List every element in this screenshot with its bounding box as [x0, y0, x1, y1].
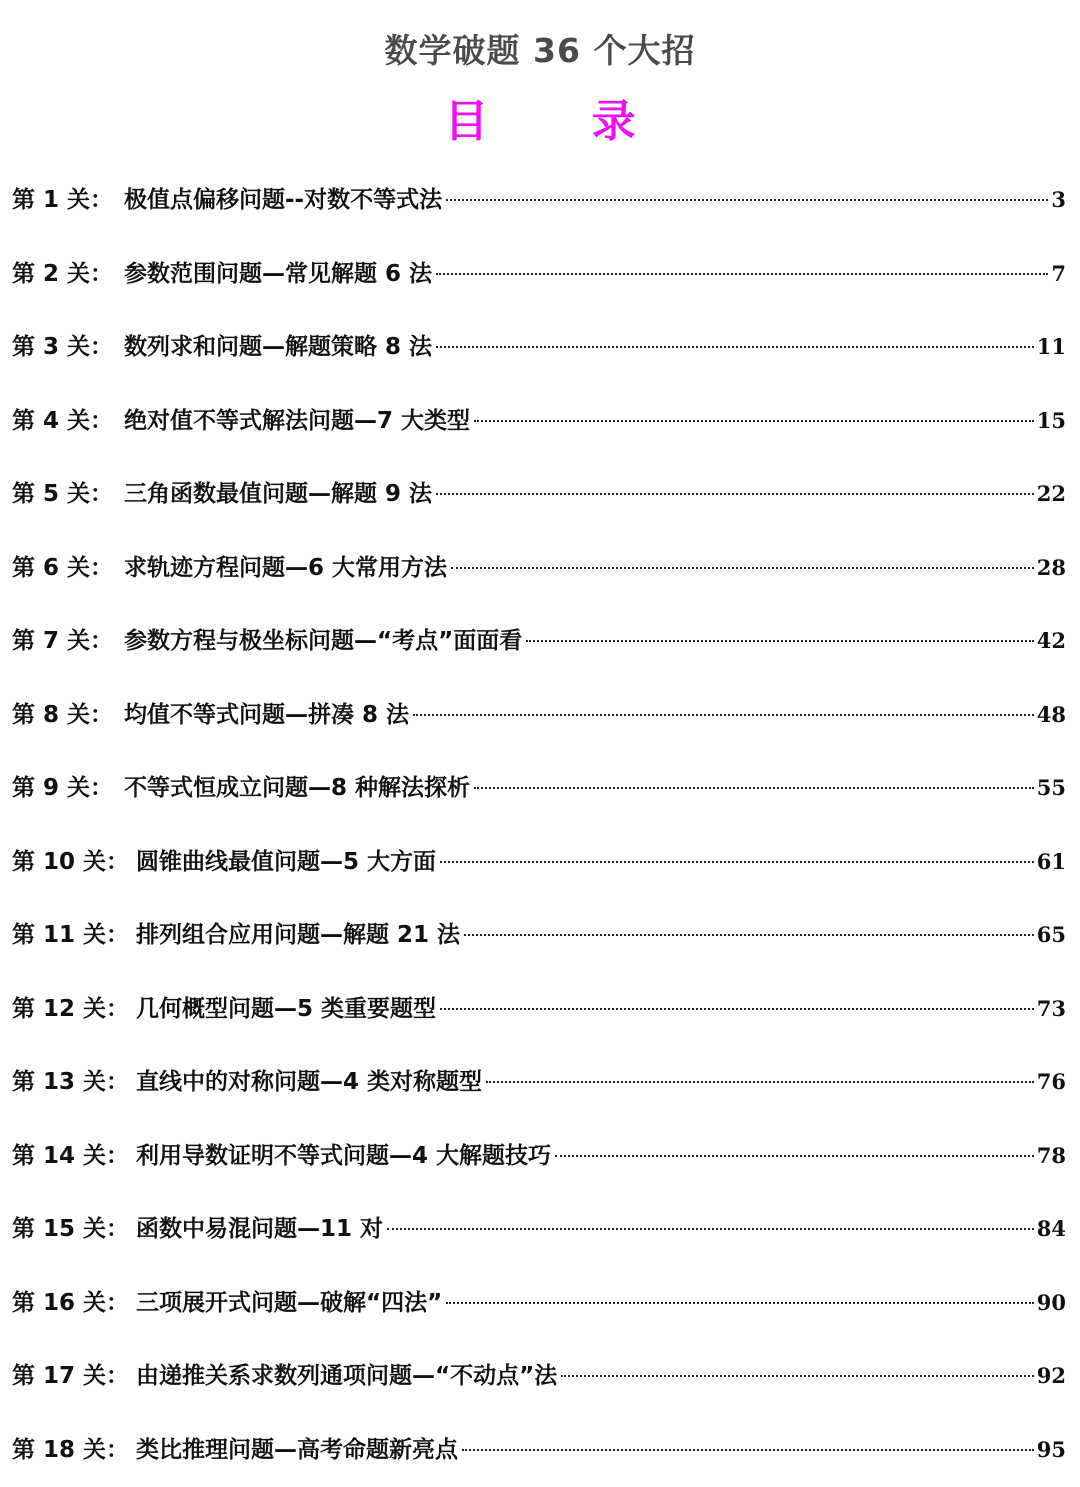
- toc-entry-title[interactable]: 排列组合应用问题—解题 21 法: [136, 899, 460, 973]
- dot-leader: [555, 1155, 1034, 1157]
- toc-entry-label: 第 10 关：: [12, 826, 136, 900]
- toc-entry-label: 第 5 关：: [12, 458, 124, 532]
- dot-leader: [436, 493, 1034, 495]
- toc-entry-label: 第 16 关：: [12, 1267, 136, 1341]
- dot-leader: [436, 273, 1048, 275]
- toc-entry-title[interactable]: 绝对值不等式解法问题—7 大类型: [124, 385, 470, 459]
- toc-entry-title[interactable]: 求轨迹方程问题—6 大常用方法: [124, 532, 447, 606]
- table-of-contents: [12, 163, 1066, 1486]
- toc-entry-8[interactable]: [12, 678, 1066, 752]
- toc-entry-title[interactable]: 参数范围问题—常见解题 6 法: [124, 238, 432, 312]
- toc-entry-page[interactable]: 76: [1037, 1045, 1066, 1119]
- toc-entry-title[interactable]: 由递推关系求数列通项问题—“不动点”法: [136, 1340, 557, 1414]
- dot-leader: [464, 934, 1034, 936]
- toc-entry-title[interactable]: 函数中易混问题—11 对: [136, 1193, 383, 1267]
- toc-entry-1[interactable]: [12, 163, 1066, 237]
- toc-entry-title[interactable]: 类比推理问题—高考命题新亮点: [136, 1414, 458, 1487]
- toc-entry-13[interactable]: [12, 1045, 1066, 1119]
- toc-entry-title[interactable]: 几何概型问题—5 类重要题型: [136, 973, 436, 1047]
- dot-leader: [561, 1375, 1034, 1377]
- toc-entry-title[interactable]: 圆锥曲线最值问题—5 大方面: [136, 826, 436, 900]
- dot-leader: [446, 1302, 1034, 1304]
- toc-entry-page[interactable]: 90: [1037, 1266, 1066, 1340]
- toc-entry-label: 第 6 关：: [12, 532, 124, 606]
- toc-entry-page[interactable]: 48: [1037, 678, 1066, 752]
- toc-entry-label: 第 4 关：: [12, 385, 124, 459]
- toc-entry-title[interactable]: 三角函数最值问题—解题 9 法: [124, 458, 432, 532]
- toc-entry-title[interactable]: 参数方程与极坐标问题—“考点”面面看: [124, 605, 522, 679]
- dot-leader: [474, 420, 1034, 422]
- toc-entry-9[interactable]: [12, 751, 1066, 825]
- toc-entry-page[interactable]: 22: [1037, 457, 1066, 531]
- toc-entry-title[interactable]: 数列求和问题—解题策略 8 法: [124, 311, 432, 385]
- toc-entry-label: 第 13 关：: [12, 1046, 136, 1120]
- dot-leader: [446, 199, 1048, 201]
- toc-entry-title[interactable]: 利用导数证明不等式问题—4 大解题技巧: [136, 1120, 551, 1194]
- toc-entry-page[interactable]: 11: [1037, 310, 1066, 384]
- toc-entry-page[interactable]: 92: [1037, 1339, 1066, 1413]
- toc-entry-title[interactable]: 不等式恒成立问题—8 种解法探析: [124, 752, 470, 826]
- toc-entry-17[interactable]: [12, 1339, 1066, 1413]
- toc-entry-page[interactable]: 73: [1037, 972, 1066, 1046]
- toc-entry-page[interactable]: 42: [1037, 604, 1066, 678]
- toc-entry-label: 第 7 关：: [12, 605, 124, 679]
- toc-entry-5[interactable]: [12, 457, 1066, 531]
- dot-leader: [486, 1081, 1034, 1083]
- toc-entry-11[interactable]: [12, 898, 1066, 972]
- page-title: 数学破题 36 个大招: [0, 28, 1080, 74]
- dot-leader: [462, 1449, 1034, 1451]
- toc-entry-label: 第 18 关：: [12, 1414, 136, 1487]
- toc-entry-page[interactable]: 61: [1037, 825, 1066, 899]
- toc-entry-2[interactable]: [12, 237, 1066, 311]
- toc-entry-7[interactable]: [12, 604, 1066, 678]
- toc-entry-title[interactable]: 均值不等式问题—拼凑 8 法: [124, 679, 409, 753]
- toc-entry-page[interactable]: 84: [1037, 1192, 1066, 1266]
- dot-leader: [526, 640, 1034, 642]
- dot-leader: [440, 1008, 1034, 1010]
- dot-leader: [387, 1228, 1034, 1230]
- toc-entry-title[interactable]: 三项展开式问题—破解“四法”: [136, 1267, 442, 1341]
- toc-entry-label: 第 9 关：: [12, 752, 124, 826]
- toc-entry-label: 第 2 关：: [12, 238, 124, 312]
- toc-entry-15[interactable]: [12, 1192, 1066, 1266]
- toc-entry-page[interactable]: 7: [1051, 237, 1066, 311]
- toc-entry-label: 第 3 关：: [12, 311, 124, 385]
- toc-entry-page[interactable]: 28: [1037, 531, 1066, 605]
- toc-entry-3[interactable]: [12, 310, 1066, 384]
- toc-entry-4[interactable]: [12, 384, 1066, 458]
- toc-entry-title[interactable]: 极值点偏移问题--对数不等式法: [124, 164, 442, 238]
- toc-entry-label: 第 15 关：: [12, 1193, 136, 1267]
- toc-entry-page[interactable]: 3: [1051, 163, 1066, 237]
- dot-leader: [451, 567, 1034, 569]
- dot-leader: [436, 346, 1034, 348]
- toc-entry-page[interactable]: 55: [1037, 751, 1066, 825]
- toc-entry-label: 第 1 关：: [12, 164, 124, 238]
- toc-entry-14[interactable]: [12, 1119, 1066, 1193]
- toc-entry-6[interactable]: [12, 531, 1066, 605]
- dot-leader: [474, 787, 1034, 789]
- toc-entry-18[interactable]: [12, 1413, 1066, 1487]
- toc-entry-label: 第 17 关：: [12, 1340, 136, 1414]
- toc-entry-12[interactable]: [12, 972, 1066, 1046]
- toc-entry-page[interactable]: 15: [1037, 384, 1066, 458]
- toc-entry-label: 第 14 关：: [12, 1120, 136, 1194]
- toc-entry-16[interactable]: [12, 1266, 1066, 1340]
- dot-leader: [413, 714, 1034, 716]
- toc-entry-label: 第 12 关：: [12, 973, 136, 1047]
- toc-entry-10[interactable]: [12, 825, 1066, 899]
- toc-entry-page[interactable]: 95: [1037, 1413, 1066, 1487]
- toc-heading: 目 录: [0, 92, 1080, 152]
- toc-entry-page[interactable]: 78: [1037, 1119, 1066, 1193]
- toc-entry-page[interactable]: 65: [1037, 898, 1066, 972]
- toc-entry-label: 第 8 关：: [12, 679, 124, 753]
- toc-entry-label: 第 11 关：: [12, 899, 136, 973]
- dot-leader: [440, 861, 1034, 863]
- toc-entry-title[interactable]: 直线中的对称问题—4 类对称题型: [136, 1046, 482, 1120]
